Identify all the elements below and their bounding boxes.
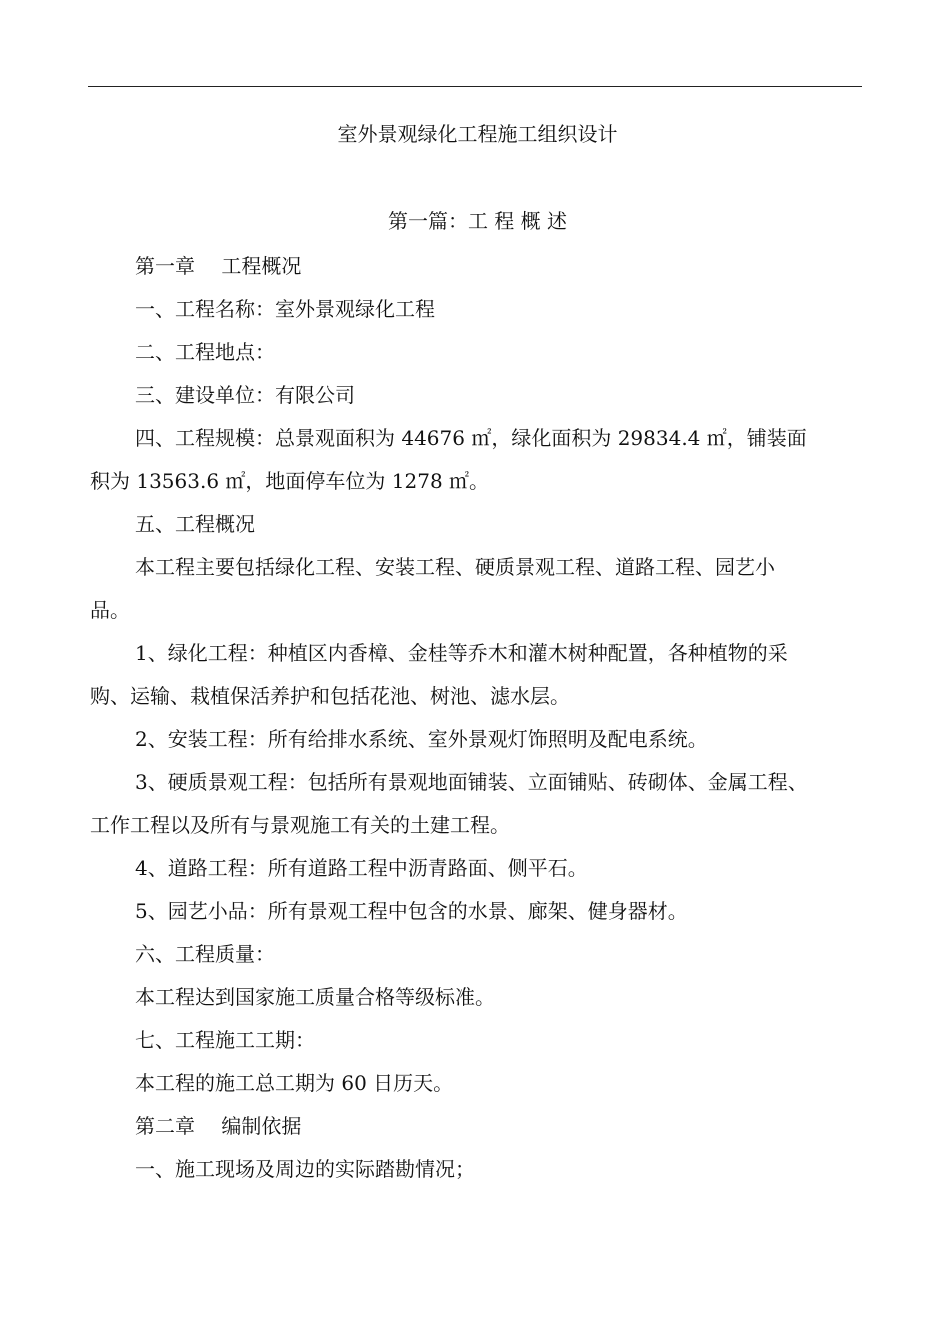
paragraph: 本工程达到国家施工质量合格等级标准。 (135, 985, 495, 1009)
paragraph: 工作工程以及所有与景观施工有关的土建工程。 (90, 813, 510, 837)
paragraph: 本工程主要包括绿化工程、安装工程、硬质景观工程、道路工程、园艺小 (135, 555, 775, 579)
paragraph: 1、绿化工程：种植区内香樟、金桂等乔木和灌木树种配置，各种植物的采 (135, 641, 788, 665)
header-rule (88, 86, 862, 87)
paragraph: 购、运输、栽植保活养护和包括花池、树池、滤水层。 (90, 684, 570, 708)
paragraph: 3、硬质景观工程：包括所有景观地面铺装、立面铺贴、砖砌体、金属工程、 (135, 770, 808, 794)
paragraph: 四、工程规模：总景观面积为 44676 ㎡，绿化面积为 29834.4 ㎡，铺装面 (135, 426, 807, 450)
document-title: 室外景观绿化工程施工组织设计 (337, 122, 618, 146)
paragraph: 一、工程名称：室外景观绿化工程 (135, 297, 435, 321)
paragraph: 六、工程质量： (135, 942, 275, 966)
paragraph: 品。 (90, 598, 130, 622)
paragraph: 二、工程地点： (135, 340, 275, 364)
chapter-heading: 第一章 工程概况 (135, 254, 302, 278)
part-title: 第一篇：工 程 概 述 (387, 209, 568, 233)
paragraph: 一、施工现场及周边的实际踏勘情况； (135, 1157, 475, 1181)
chapter-heading: 第二章 编制依据 (135, 1114, 302, 1138)
paragraph: 2、安装工程：所有给排水系统、室外景观灯饰照明及配电系统。 (135, 727, 708, 751)
paragraph: 积为 13563.6 ㎡，地面停车位为 1278 ㎡。 (90, 469, 490, 493)
paragraph: 4、道路工程：所有道路工程中沥青路面、侧平石。 (135, 856, 588, 880)
paragraph: 本工程的施工总工期为 60 日历天。 (135, 1071, 454, 1095)
paragraph: 五、工程概况 (135, 512, 255, 536)
paragraph: 七、工程施工工期： (135, 1028, 315, 1052)
paragraph: 三、建设单位：有限公司 (135, 383, 355, 407)
paragraph: 5、园艺小品：所有景观工程中包含的水景、廊架、健身器材。 (135, 899, 688, 923)
